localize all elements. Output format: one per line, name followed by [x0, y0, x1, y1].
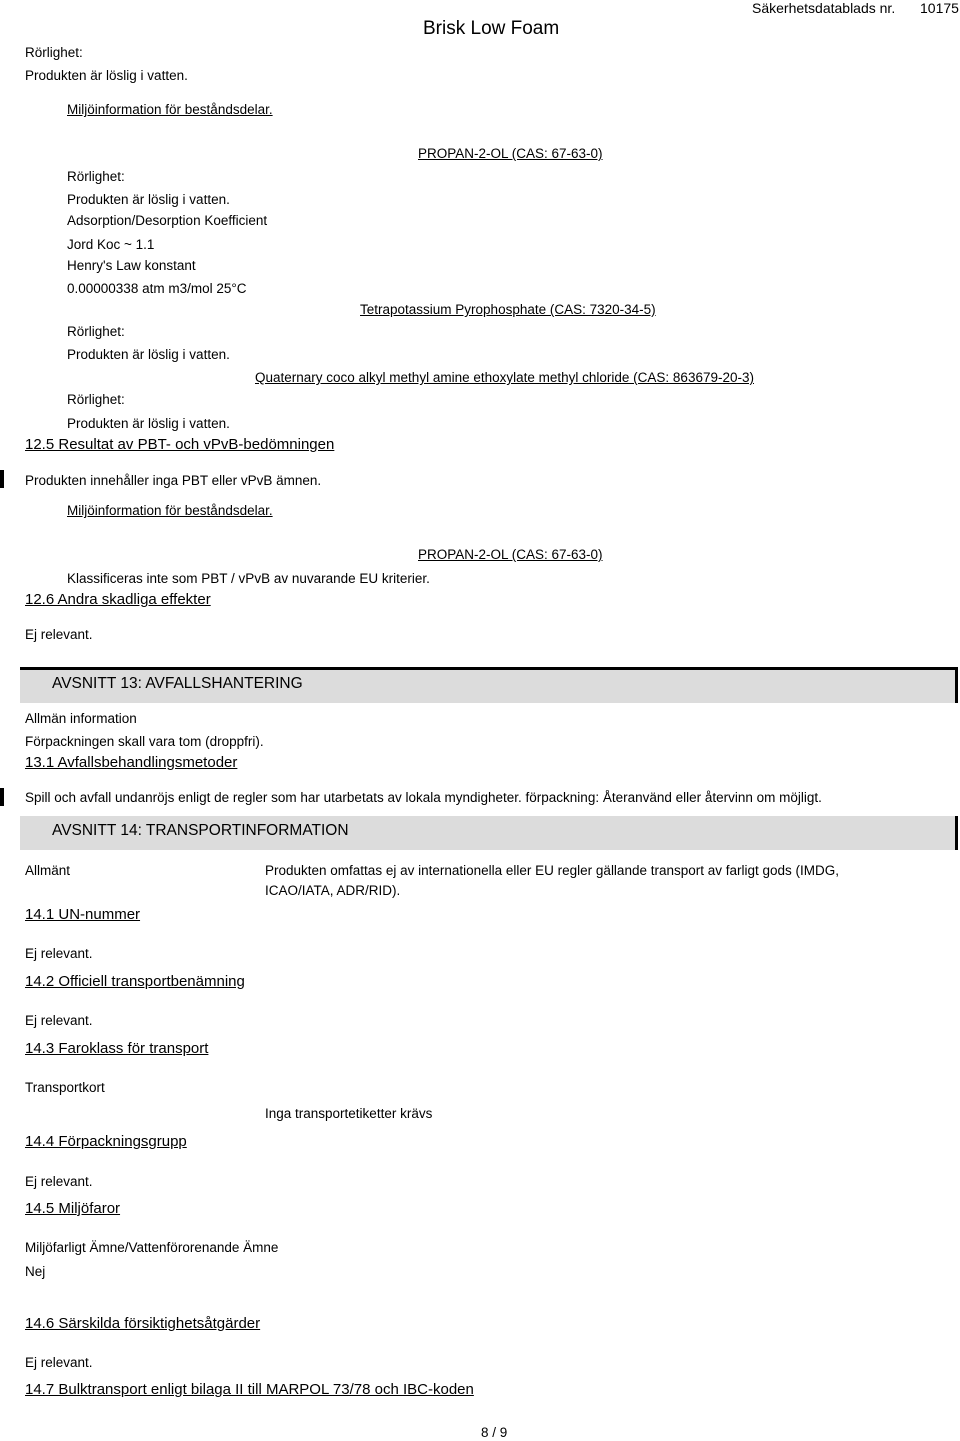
henry-value: 0.00000338 atm m3/mol 25°C: [67, 281, 247, 296]
tetrapotassium-heading: Tetrapotassium Pyrophosphate (CAS: 7320-34-5): [360, 302, 656, 317]
section-14-3-heading: 14.3 Faroklass för transport: [25, 1040, 209, 1057]
env-info-heading-2: Miljöinformation för beståndsdelar.: [67, 503, 273, 518]
propanol-pbt-text: Klassificeras inte som PBT / vPvB av nuvarande EU kriterier.: [67, 571, 430, 586]
document-number-label: Säkerhetsdatablads nr.: [752, 0, 896, 16]
document-number: 10175: [920, 0, 959, 16]
tetrapotassium-mobility-label: Rörlighet:: [67, 324, 125, 339]
quaternary-mobility-text: Produkten är löslig i vatten.: [67, 416, 230, 431]
section-13-1-heading: 13.1 Avfallsbehandlingsmetoder: [25, 754, 238, 771]
transport-general-label: Allmänt: [25, 863, 71, 878]
section-14-2-text: Ej relevant.: [25, 1013, 93, 1028]
page-number: 8 / 9: [481, 1425, 508, 1440]
section-13-1-text: Spill och avfall undanröjs enligt de regler som har utarbetats av lokala myndigheter. förpackning: Återanvänd eller återvinn om möjligt.: [25, 790, 822, 805]
section-12-6-text: Ej relevant.: [25, 627, 93, 642]
adsorption-label: Adsorption/Desorption Koefficient: [67, 213, 268, 228]
env-hazard-label: Miljöfarligt Ämne/Vattenförorenande Ämne: [25, 1240, 279, 1255]
pbt-text: Produkten innehåller inga PBT eller vPvB ämnen.: [25, 473, 322, 488]
section-14-1-heading: 14.1 UN-nummer: [25, 906, 141, 923]
section-14-5-heading: 14.5 Miljöfaror: [25, 1200, 121, 1217]
adsorption-value: Jord Koc ~ 1.1: [67, 237, 155, 252]
change-marker: [0, 788, 4, 806]
section-14-title: AVSNITT 14: TRANSPORTINFORMATION: [52, 822, 349, 839]
mobility-label: Rörlighet:: [25, 45, 83, 60]
section-14-4-heading: 14.4 Förpackningsgrupp: [25, 1133, 187, 1150]
env-info-heading: Miljöinformation för beståndsdelar.: [67, 102, 273, 117]
quaternary-mobility-label: Rörlighet:: [67, 392, 125, 407]
transport-general-text-1: Produkten omfattas ej av internationella eller EU regler gällande transport av farligt gods (IMDG,: [265, 863, 840, 878]
section-13-title: AVSNITT 13: AVFALLSHANTERING: [52, 675, 303, 692]
change-marker: [0, 470, 4, 488]
transport-card-label: Transportkort: [25, 1080, 105, 1095]
quaternary-heading: Quaternary coco alkyl methyl amine ethoxylate methyl chloride (CAS: 863679-20-3): [255, 370, 754, 385]
propanol-heading: PROPAN-2-OL (CAS: 67-63-0): [418, 146, 603, 161]
section-12-6-heading: 12.6 Andra skadliga effekter: [25, 591, 211, 608]
section-14-1-text: Ej relevant.: [25, 946, 93, 961]
henry-label: Henry's Law konstant: [67, 258, 196, 273]
env-hazard-value: Nej: [25, 1264, 46, 1279]
propanol-mobility-text: Produkten är löslig i vatten.: [67, 192, 230, 207]
section-12-5-heading: 12.5 Resultat av PBT- och vPvB-bedömningen: [25, 436, 335, 453]
general-info-label: Allmän information: [25, 711, 137, 726]
general-info-text: Förpackningen skall vara tom (droppfri).: [25, 734, 264, 749]
transport-card-value: Inga transportetiketter krävs: [265, 1106, 433, 1121]
propanol-heading-2: PROPAN-2-OL (CAS: 67-63-0): [418, 547, 603, 562]
section-14-6-heading: 14.6 Särskilda försiktighetsåtgärder: [25, 1315, 261, 1332]
mobility-text: Produkten är löslig i vatten.: [25, 68, 188, 83]
document-title: Brisk Low Foam: [423, 18, 560, 39]
section-14-4-text: Ej relevant.: [25, 1174, 93, 1189]
section-14-2-heading: 14.2 Officiell transportbenämning: [25, 973, 245, 990]
section-14-6-text: Ej relevant.: [25, 1355, 93, 1370]
tetrapotassium-mobility-text: Produkten är löslig i vatten.: [67, 347, 230, 362]
transport-general-text-2: ICAO/IATA, ADR/RID).: [265, 883, 401, 898]
propanol-mobility-label: Rörlighet:: [67, 169, 125, 184]
section-14-7-heading: 14.7 Bulktransport enligt bilaga II till MARPOL 73/78 och IBC-koden: [25, 1381, 474, 1398]
